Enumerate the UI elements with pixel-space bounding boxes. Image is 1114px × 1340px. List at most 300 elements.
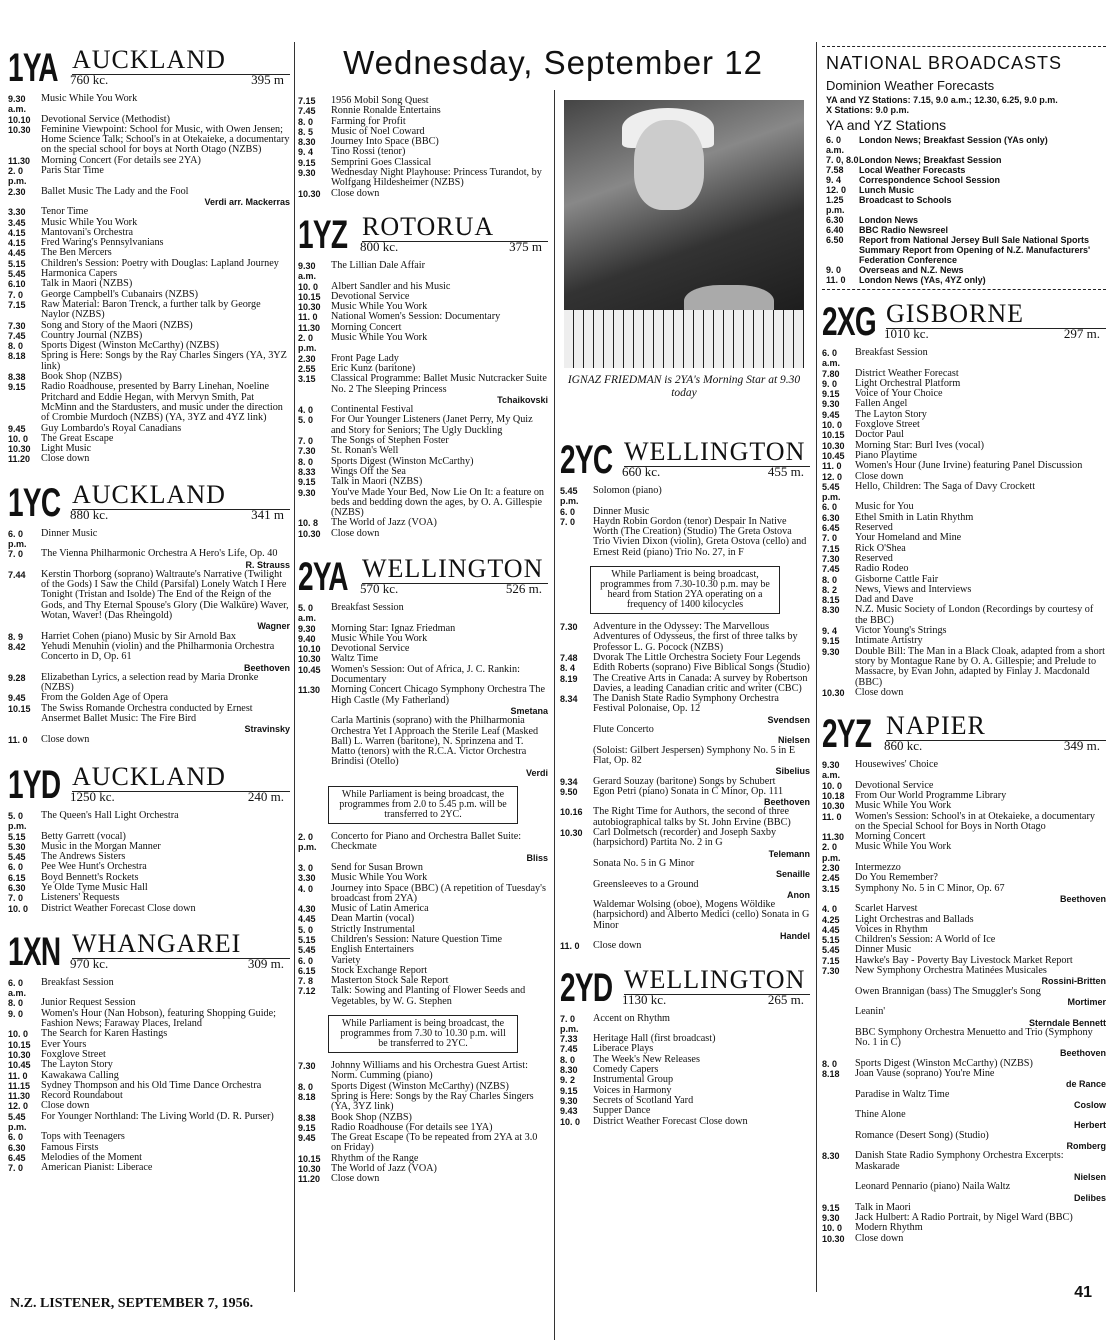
program-composer: Telemann (768, 848, 810, 859)
program-composer: Bliss (526, 852, 548, 863)
program-time: 9.34 (560, 776, 578, 787)
station-wavelength: 349 m. (1063, 738, 1100, 754)
program-title: Ballet Music The Lady and the Fool (41, 185, 189, 197)
program-title: BBC Radio Newsreel (859, 225, 949, 235)
program-row (822, 812, 1106, 833)
program-title: Breakfast Session (855, 347, 928, 358)
program-row (560, 880, 810, 890)
program-title: Yehudi Menuhin (violin) and the Philharmonia Orchestra Concerto in D, Op. 61 (41, 640, 275, 663)
program-time: 5.45 (822, 945, 840, 956)
program-time: 5.15 (298, 935, 316, 945)
program-time: 6. 0 (298, 955, 314, 966)
program-title: District Weather Forecast Close down (593, 1115, 748, 1127)
program-composer: de Rance (1065, 1079, 1106, 1090)
program-title: Music of Latin America (331, 903, 429, 915)
program-time: 5. 0 a.m. (298, 602, 317, 624)
program-row (298, 1133, 548, 1154)
program-composer: Delibes (1073, 1192, 1106, 1203)
program-title: Music While You Work (331, 872, 428, 884)
program-row (822, 884, 1106, 894)
program-time: 6.10 (8, 279, 26, 290)
program-composer: Smetana (510, 705, 548, 716)
program-title: Sports Digest (Winston McCarthy) (NZBS) (855, 1057, 1033, 1069)
program-title: Intimate Artistry (855, 635, 923, 647)
program-row (822, 1069, 1106, 1079)
program-title: Light Music (41, 443, 92, 455)
program-time: 2. 0 p.m. (822, 842, 841, 863)
program-title: The Layton Story (41, 1059, 113, 1071)
station-wavelength: 341 m (251, 506, 284, 522)
program-time: 6.30 (822, 512, 840, 523)
parliament-notice: While Parliament is being broadcast, the programmes from 2.0 to 5.45 p.m. will be transferred to 2YC. (328, 786, 518, 824)
program-title: Music While You Work (855, 800, 952, 812)
program-row (298, 261, 548, 282)
program-row (826, 155, 1102, 165)
program-title: The Search for Karen Hastings (41, 1028, 168, 1040)
program-title: Women's Hour (June Irvine) featuring Panel Discussion (855, 460, 1083, 472)
program-time: 9. 4 (822, 626, 838, 637)
program-title: Mantovani's Orchestra (41, 226, 134, 238)
column-rule (294, 42, 295, 1292)
program-title: Close down (41, 1100, 90, 1112)
program-title: Close down (855, 470, 904, 482)
program-time: 7.30 (298, 446, 316, 457)
program-title: Gerard Souzay (baritone) Songs by Schubert (593, 775, 776, 787)
program-title: Voice of Your Choice (855, 388, 943, 400)
program-title: Masterton Stock Sale Report (331, 975, 449, 987)
program-time: 2.45 (822, 873, 840, 884)
program-row (298, 374, 548, 395)
program-title: Tenor Time (41, 206, 89, 218)
program-time: 6.40 (826, 225, 844, 235)
program-row (826, 135, 1102, 155)
station-frequency: 860 kc. (884, 738, 923, 754)
program-row (822, 1007, 1106, 1017)
program-time: 9.30 a.m. (298, 260, 317, 282)
program-row (8, 351, 290, 372)
program-row (298, 1061, 548, 1082)
program-time: 11. 0 (298, 312, 318, 323)
program-time: 9.30 (560, 1095, 578, 1106)
program-time: 4.45 (298, 914, 316, 925)
column-4 (822, 46, 1106, 1244)
program-title: Close down (331, 1173, 380, 1185)
program-title: Send for Susan Brown (331, 861, 423, 873)
program-time: 10.45 (298, 664, 321, 675)
program-row (298, 168, 548, 189)
program-title: Housewives' Choice (855, 759, 939, 771)
station-header-1xn (8, 930, 290, 974)
program-list-2xg (822, 348, 1106, 698)
column-2 (298, 96, 548, 1185)
program-composer: Tchaikovski (497, 394, 548, 405)
program-list-1yd (8, 811, 290, 914)
program-title: Semprini Goes Classical (331, 156, 432, 168)
program-time: 11.30 (298, 322, 321, 333)
program-time: 8. 5 (298, 126, 314, 137)
program-row (8, 300, 290, 321)
program-title: Book Shop (NZBS) (41, 371, 122, 383)
program-row (8, 166, 290, 187)
program-time: 8.15 (822, 595, 840, 606)
program-title: Sonata No. 5 in G Minor (593, 857, 695, 869)
program-composer: Beethoven (1059, 1048, 1106, 1059)
program-row (560, 859, 810, 869)
program-time (560, 900, 593, 931)
station-header-2ya (298, 555, 548, 599)
program-time: 8.18 (822, 1069, 840, 1079)
program-title: District Weather Forecast (855, 367, 959, 379)
program-time: 11. 0 (8, 734, 28, 745)
program-time: 2.30 (8, 186, 26, 197)
program-title: Listeners' Requests (41, 892, 120, 904)
program-time: 9. 0 (822, 378, 838, 389)
program-title: The Layton Story (855, 408, 927, 420)
program-title: Report from National Jersey Bull Sale National Sports Summary Report from Opening of N.Z. Manufacturers' Federation Conference (859, 235, 1091, 265)
program-row (8, 570, 290, 621)
program-row (8, 549, 290, 559)
program-time: 9.30 a.m. (8, 94, 27, 115)
column-rule (816, 42, 817, 1292)
program-title: Adventure in the Odyssey: The Marvellous Adventures of Odysseus, the first of three talks by Professor L. G. Pocock (NZBS) (593, 621, 798, 653)
program-time (822, 1090, 855, 1100)
program-time: 8. 0 (8, 341, 24, 352)
program-time: 10. 0 (8, 433, 29, 444)
program-title: Music While You Work (41, 216, 138, 228)
program-title: Liberace Plays (593, 1043, 654, 1055)
program-time: 9.15 (298, 157, 316, 168)
program-title: Sports Digest (Winston McCarthy) (331, 455, 474, 467)
program-time: 3.15 (298, 374, 316, 385)
program-row (298, 529, 548, 539)
program-title: Morning Concert (855, 831, 926, 843)
ignaz-friedman-photo (564, 100, 804, 368)
program-title: Gisborne Cattle Fair (855, 573, 939, 585)
program-title: The Swiss Romande Orchestra conducted by Ernest Ansermet Ballet Music: The Fire Bird (41, 702, 253, 725)
program-title: Talk in Maori (NZBS) (331, 476, 423, 488)
program-time: 10.15 (298, 1153, 321, 1164)
program-time: 10.15 (822, 430, 845, 441)
program-time: 8. 2 (822, 584, 838, 595)
program-title: Devotional Service (331, 643, 410, 655)
program-title: Close down (593, 940, 642, 952)
program-time: 10.15 (8, 1039, 31, 1050)
program-time (822, 1182, 855, 1192)
program-title: 1956 Mobil Song Quest (331, 95, 429, 106)
program-title: Tino Rossi (tenor) (331, 146, 406, 158)
program-title: Country Journal (NZBS) (41, 329, 143, 341)
program-title: The Vienna Philharmonic Orchestra A Hero's Life, Op. 40 (41, 548, 278, 560)
program-title: You've Made Your Bed, Now Lie On It: a feature on beds and bedding down the ages, by O. A. Gillespie (NZBS) (331, 486, 545, 519)
program-title: Music of Noel Coward (331, 125, 425, 137)
program-title: Women's Hour (Nan Hobson), featuring Shopping Guide; Fashion News; Faraway Places, Ireland (41, 1007, 277, 1030)
program-title: Hello, Children: The Saga of Davy Crockett (855, 480, 1036, 492)
program-time (822, 1110, 855, 1120)
column-rule (554, 90, 555, 1340)
program-title: Morning Star: Ignaz Friedman (331, 622, 456, 634)
program-title: Ye Olde Tyme Music Hall (41, 882, 148, 893)
program-time: 6.45 (822, 523, 840, 534)
program-time: 4.45 (822, 924, 840, 935)
program-row (8, 454, 290, 464)
program-row (826, 185, 1102, 195)
program-row (8, 811, 290, 832)
program-title: Fred Waring's Pennsylvanians (41, 237, 164, 249)
program-time: 7.45 (8, 330, 26, 341)
program-time: 11.20 (8, 454, 31, 465)
program-title: Comedy Capers (593, 1064, 659, 1076)
program-title: News, Views and Interviews (855, 583, 972, 595)
program-title: Close down (331, 527, 380, 539)
program-row (8, 187, 290, 197)
program-composer: Beethoven (763, 797, 810, 808)
program-row (822, 482, 1106, 503)
program-time: 2.55 (298, 363, 316, 374)
program-title: From the Golden Age of Opera (41, 692, 169, 704)
program-title: Wednesday Night Playhouse: Princess Turandot, by Wolfgang Hildesheimer (NZBS) (331, 167, 542, 189)
program-title: Devotional Service (Methodist) (41, 113, 171, 125)
program-time: 7.30 (298, 1061, 316, 1072)
station-header-1yz (298, 213, 548, 257)
program-title: Continental Festival (331, 404, 414, 416)
program-composer: Senaille (775, 869, 810, 880)
program-composer: Sterndale Bennett (1028, 1017, 1106, 1028)
program-time: 5. 0 (298, 924, 314, 935)
program-title: Correspondence School Session (859, 175, 1001, 185)
program-row (8, 1112, 290, 1133)
program-time: 10. 0 (8, 1029, 29, 1040)
program-list-1xn (8, 978, 290, 1174)
program-time: 9.43 (560, 1106, 578, 1117)
program-time: 12. 0 (8, 1101, 29, 1112)
station-header-2yc (560, 438, 810, 482)
program-title: Solomon (piano) (593, 485, 662, 496)
station-call: 2YD (560, 965, 613, 1010)
program-time: 10.30 (298, 654, 321, 665)
station-frequency: 570 kc. (360, 580, 399, 596)
photo-caption: IGNAZ FRIEDMAN is 2YA's Morning Star at 9.30 today (567, 374, 801, 399)
program-time: 8.18 (298, 1091, 316, 1102)
program-row (826, 275, 1102, 285)
program-title: From Our World Programme Library (855, 789, 1007, 801)
program-time: 9.15 (822, 636, 840, 647)
program-list-1yc (8, 529, 290, 745)
program-time: 7.15 (298, 96, 316, 106)
program-title: Morning Concert (For details see 2YA) (41, 154, 201, 166)
station-call: 2XG (822, 300, 876, 344)
program-title: Rick O'Shea (855, 542, 906, 554)
program-time: 10. 0 (822, 1223, 843, 1234)
program-title: Children's Session: Poetry with Douglas: Lapland Journey (41, 257, 279, 269)
program-title: Farming for Profit (331, 115, 406, 127)
program-time: 10.30 (298, 188, 321, 199)
program-row (298, 884, 548, 905)
program-time: 7. 0 (822, 533, 838, 544)
program-time (822, 1131, 855, 1141)
program-title: Talk: Sowing and Planting of Flower Seeds and Vegetables, by W. G. Stephen (331, 985, 526, 1007)
program-title: The Week's New Releases (593, 1053, 700, 1065)
program-time: 7.44 (8, 569, 26, 580)
program-time: 6.30 (8, 1142, 26, 1153)
program-time: 7.15 (822, 543, 840, 554)
program-time: 12. 0 (826, 185, 847, 195)
program-title: Double Bill: The Man in a Black Cloak, adapted from a short story by Montague Rane by O. A. Gillespie; and Prelude to Massacre, by Evan John, adapted by Finlay J. Macdonald (BBC) (855, 645, 1105, 688)
program-time: 8.42 (8, 641, 26, 652)
program-title: London News; Breakfast Session (859, 155, 1002, 165)
program-row (8, 673, 290, 694)
program-title: Dinner Music (41, 527, 98, 539)
program-time: 11.30 (8, 1091, 31, 1102)
station-frequency: 800 kc. (360, 238, 399, 254)
program-time: 10. 0 (298, 281, 319, 292)
station-frequency: 1250 kc. (70, 788, 115, 804)
program-title: Boyd Bennett's Rockets (41, 871, 139, 883)
program-time: 11. 0 (8, 1070, 28, 1081)
station-wavelength: 309 m. (247, 955, 284, 971)
program-title: Symphony No. 5 in C Minor, Op. 67 (855, 882, 1005, 894)
program-title: Hawke's Bay - Poverty Bay Livestock Market Report (855, 954, 1073, 966)
program-row (298, 189, 548, 199)
program-title: Albert Sandler and his Music (331, 280, 451, 292)
program-title: The World of Jazz (VOA) (331, 1163, 437, 1175)
program-time: 9.15 (822, 1202, 840, 1213)
program-title: The World of Jazz (VOA) (331, 517, 437, 529)
station-city: ROTORUA (362, 211, 495, 241)
program-time: 4. 0 (298, 405, 314, 416)
program-time: 10.30 (822, 801, 845, 812)
program-time: 5.45 p.m. (560, 486, 579, 507)
program-row (560, 622, 810, 653)
ya-yz-heading: YA and YZ Stations (826, 117, 947, 133)
program-title: Owen Brannigan (bass) The Smuggler's Song (855, 985, 1041, 997)
program-row (8, 904, 290, 914)
program-time: 8.33 (298, 466, 316, 477)
program-row (560, 486, 810, 507)
program-row (822, 987, 1106, 997)
program-time: 3.30 (8, 207, 26, 218)
program-time: 7.45 (560, 1044, 578, 1055)
program-row (560, 1117, 810, 1127)
program-title: Concerto for Piano and Orchestra Ballet Suite: Checkmate (331, 831, 522, 853)
station-call: 2YC (560, 438, 613, 482)
station-city: GISBORNE (886, 299, 1025, 328)
program-title: Light Orchestras and Ballads (855, 913, 974, 925)
program-time: 6. 0 (8, 862, 24, 873)
program-title: Ever Yours (41, 1038, 87, 1050)
program-time: 8. 9 (8, 631, 24, 642)
program-time: 10.15 (8, 703, 31, 714)
program-composer: Handel (779, 930, 810, 941)
program-row (298, 488, 548, 519)
program-title: Do You Remember? (855, 872, 938, 884)
station-header-1yd (8, 763, 290, 807)
program-time: 8.34 (560, 694, 578, 705)
program-row (822, 1028, 1106, 1049)
program-title: The Great Escape (To be repeated from 2YA at 3.0 on Friday) (331, 1132, 538, 1154)
program-title: Spring is Here: Songs by the Ray Charles Singers (YA, 3YZ link) (41, 350, 287, 372)
program-list-1ya-continued (298, 96, 548, 199)
program-time: 8. 0 (298, 116, 314, 127)
program-composer: R. Strauss (245, 559, 290, 570)
program-row (298, 333, 548, 354)
program-title: George Campbell's Cubanairs (NZBS) (41, 288, 198, 300)
program-row (8, 735, 290, 745)
program-list-2ya-evening (298, 1061, 548, 1185)
program-title: Modern Rhythm (855, 1222, 923, 1234)
program-title: Paris Star Time (41, 165, 104, 177)
program-time: 6. 0 a.m. (822, 348, 841, 369)
program-title: Variety (331, 954, 361, 966)
program-title: Junior Request Session (41, 997, 136, 1009)
program-time: 9.45 (8, 423, 26, 434)
program-title: Radio Roadhouse, presented by Barry Linehan, Noeline Pritchard and Eddie Hegan, with Mervyn Smith, Pat McMinn and the Stardusters, and music under the direction of Crombie Murdoch (NZBS) (YA, 3YZ and 4YZ link) (41, 381, 283, 424)
program-title: BBC Symphony Orchestra Menuetto and Trio (Symphony No. 1 in C) (855, 1026, 1093, 1049)
program-title: Kawakawa Calling (41, 1069, 119, 1081)
program-time: 10.16 (560, 807, 583, 818)
footer-issue: N.Z. LISTENER, SEPTEMBER 7, 1956. (10, 1296, 254, 1311)
program-title: Local Weather Forecasts (859, 165, 966, 175)
program-time: 7. 0 (8, 893, 24, 904)
program-time: 5.45 p.m. (822, 481, 841, 503)
program-row (560, 1014, 810, 1035)
program-title: Ethel Smith in Latin Rhythm (855, 511, 974, 523)
program-time: 7.30 (560, 622, 578, 633)
program-title: Music for You (855, 501, 914, 513)
station-city: AUCKLAND (72, 45, 226, 74)
program-time: 10. 0 (822, 420, 843, 431)
program-title: Betty Garrett (vocal) (41, 830, 126, 842)
program-time: 9.15 (298, 477, 316, 488)
program-time: 6. 0 a.m. (826, 135, 845, 155)
program-title: Heritage Hall (first broadcast) (593, 1033, 716, 1045)
program-title: English Entertainers (331, 944, 414, 956)
program-time: 10.30 (8, 444, 31, 455)
program-title: Talk in Maori (NZBS) (41, 278, 133, 290)
station-city: WELLINGTON (624, 964, 806, 994)
program-time: 7. 0 (8, 549, 24, 560)
program-time: 10.30 (298, 528, 321, 539)
program-title: New Symphony Orchestra Matinées Musicales (855, 965, 1047, 977)
program-title: Eric Kunz (baritone) (331, 362, 416, 374)
station-frequency: 880 kc. (70, 506, 109, 522)
program-title: Music While You Work (41, 93, 138, 104)
program-title: Feminine Viewpoint: School for Music, with Owen Jensen; Home Science Talk; School's in at Otekaieke, a documentary on the special school for boys at North Otago (NZBS) (41, 123, 290, 156)
program-title: Intermezzo (855, 862, 901, 874)
program-title: Haydn Robin Gordon (tenor) Despair In Native Worth (The Creation) (Studio) The Greta Ostova Trio Vivien Dixon (violin), Greta Ostova (cello) and Ernest Reid (piano) Trio No. 27, in F (593, 515, 807, 558)
program-row (822, 605, 1106, 626)
station-call: 1YZ (298, 212, 348, 257)
program-title: (Soloist: Gilbert Jespersen) Symphony No. 5 in E Flat, Op. 82 (593, 744, 796, 766)
program-title: N.Z. Music Society of London (Recordings by courtesy of the BBC) (855, 604, 1094, 626)
program-title: For Our Younger Listeners (Janet Perry, My Quiz and Story for Seniors; The Ugly Duckling (331, 414, 533, 436)
program-title: Journey Into Space (BBC) (331, 136, 439, 148)
program-time: 9. 0 (8, 1008, 24, 1019)
program-title: Women's Session: Out of Africa, J. C. Rankin: Documentary (331, 663, 520, 686)
program-title: Romance (Desert Song) (Studio) (855, 1129, 989, 1141)
program-time: 2. 0 p.m. (298, 333, 317, 354)
program-title: The Great Escape (41, 432, 114, 444)
program-title: The Danish State Radio Symphony Orchestra Festival Polonaise, Op. 12 (593, 693, 779, 715)
program-time: 8.38 (8, 372, 26, 383)
program-time: 11.30 (822, 832, 845, 843)
station-city: WELLINGTON (624, 437, 806, 466)
program-title: The Lillian Dale Affair (331, 259, 426, 271)
program-time: 12. 0 (822, 471, 843, 482)
program-title: Sports Digest (Winston McCarthy) (NZBS) (41, 340, 219, 352)
program-time: 9.45 (822, 409, 840, 420)
program-time: 3.30 (298, 873, 316, 884)
program-time: 8. 0 (8, 998, 24, 1009)
